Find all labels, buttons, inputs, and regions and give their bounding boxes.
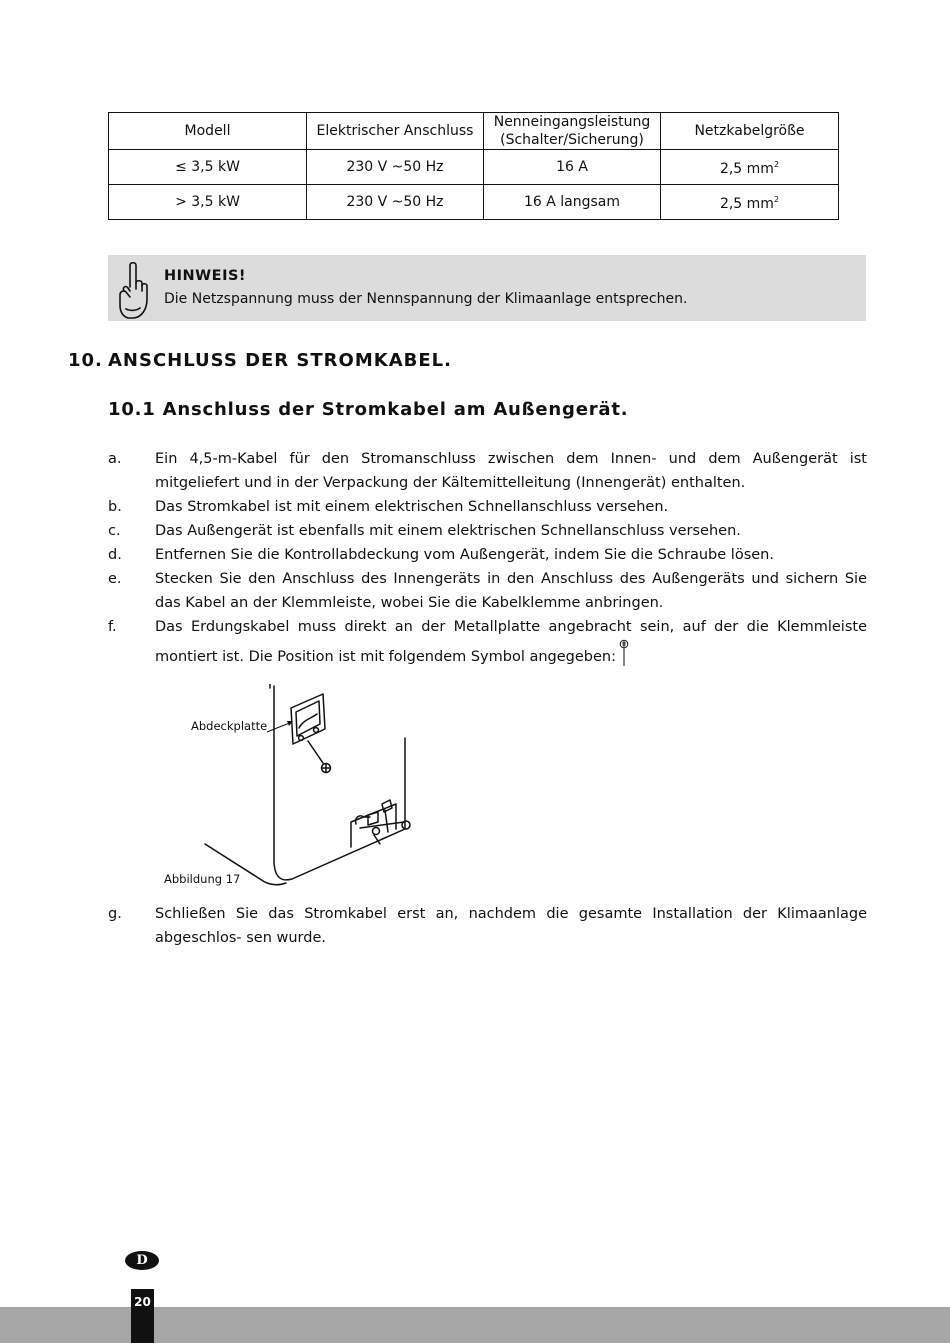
table-header-cell — [484, 113, 661, 150]
table-cell: 16 A langsam — [484, 185, 661, 220]
section-number: 10. — [68, 350, 103, 371]
notice-text: Die Netzspannung muss der Nennspannung der Klimaanlage entsprechen. — [164, 291, 688, 307]
list-item — [108, 495, 867, 519]
list-item — [108, 567, 867, 615]
section-title — [68, 350, 452, 371]
steps-list-continued — [108, 902, 867, 950]
pointing-finger-icon — [112, 261, 152, 321]
list-item-text: Das Erdungskabel muss direkt an der Metallplatte angebracht sein, auf der die Klemmleiste montiert ist. Die Position ist mit folgendem Symbol angegeben: — [155, 619, 867, 665]
header-main: Nenneingangsleistung — [493, 114, 651, 130]
subsection-title: 10.1 Anschluss der Stromkabel am Außengerät. — [108, 399, 629, 420]
list-item-text: Entfernen Sie die Kontrollabdeckung vom Außengerät, indem Sie die Schraube lösen. — [155, 547, 774, 563]
table-cell: > 3,5 kW — [109, 185, 307, 220]
list-item — [108, 902, 867, 950]
language-badge: D — [125, 1251, 159, 1270]
table-cell: 230 V ~50 Hz — [307, 185, 484, 220]
table-cell — [661, 150, 839, 185]
list-marker: a. — [108, 451, 122, 467]
steps-list — [108, 447, 867, 669]
list-item — [108, 543, 867, 567]
figure-label: Abdeckplatte — [191, 719, 268, 733]
table-cell: 16 A — [484, 150, 661, 185]
header-sub: (Schalter/Sicherung) — [500, 132, 644, 148]
list-marker: d. — [108, 547, 122, 563]
section-title-text: ANSCHLUSS DER STROMKABEL. — [108, 350, 452, 371]
notice-title: HINWEIS! — [164, 268, 247, 284]
list-item-text: Schließen Sie das Stromkabel erst an, nachdem die gesamte Installation der Klimaanlage abgeschlos- sen wurde. — [155, 906, 867, 946]
table-row — [109, 150, 839, 185]
table-cell: 230 V ~50 Hz — [307, 150, 484, 185]
list-item-text: Das Stromkabel ist mit einem elektrischen Schnellanschluss versehen. — [155, 499, 669, 515]
table-row — [109, 185, 839, 220]
list-marker: f. — [108, 619, 117, 635]
notice-box — [108, 255, 866, 321]
superscript: 2 — [773, 160, 780, 169]
list-item-text: Ein 4,5-m-Kabel für den Stromanschluss zwischen dem Innen- und dem Außengerät ist mitgeliefert und in der Verpackung der Kältemittelleitung (Innengerät) enthalten. — [155, 451, 867, 491]
installation-diagram — [160, 684, 430, 894]
table-cell — [661, 185, 839, 220]
list-item — [108, 615, 867, 669]
table-cell: ≤ 3,5 kW — [109, 150, 307, 185]
superscript: 2 — [773, 195, 780, 204]
spec-table — [108, 112, 839, 220]
table-header-row — [109, 113, 839, 150]
figure-caption: Abbildung 17 — [164, 872, 241, 886]
table-header-cell: Modell — [109, 113, 307, 150]
table-header-cell: Elektrischer Anschluss — [307, 113, 484, 150]
list-marker: b. — [108, 499, 122, 515]
list-item-text: Stecken Sie den Anschluss des Innengeräts in den Anschluss des Außengeräts und sichern Sie das Kabel an der Klemmleiste, wobei Sie die Kabelklemme anbringen. — [155, 571, 867, 611]
earth-ground-icon — [619, 639, 629, 667]
cable-size: 2,5 mm — [719, 161, 774, 177]
list-item-text: Das Außengerät ist ebenfalls mit einem elektrischen Schnellanschluss versehen. — [155, 523, 741, 539]
list-marker: e. — [108, 571, 122, 587]
list-item — [108, 447, 867, 495]
table-header-cell: Netzkabelgröße — [661, 113, 839, 150]
list-marker: g. — [108, 906, 122, 922]
list-marker: c. — [108, 523, 121, 539]
page-number: 20 — [131, 1289, 154, 1343]
cable-size: 2,5 mm — [719, 196, 774, 212]
list-item — [108, 519, 867, 543]
